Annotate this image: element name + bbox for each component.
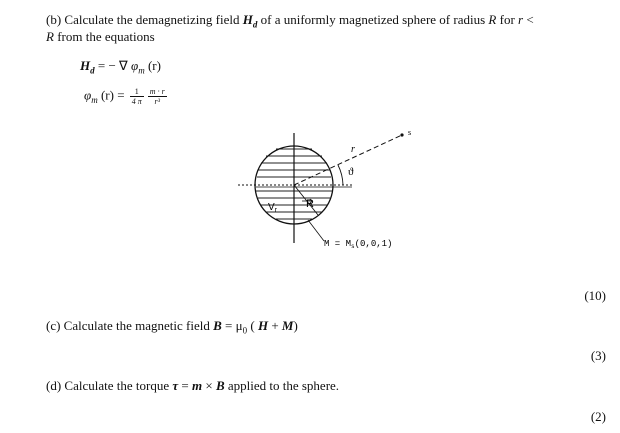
part-c — [46, 318, 298, 336]
b-symbol-d: B — [215, 378, 225, 393]
moment-symbol: m — [191, 378, 203, 393]
frac1-num: 1 — [130, 87, 144, 97]
label-R: R — [306, 198, 314, 210]
theta-arc — [338, 165, 343, 185]
part-b-from-eq: from the equations — [53, 29, 155, 44]
mu-subscript: 0 — [242, 325, 248, 336]
eq2-phi-sub: m — [91, 95, 98, 106]
fraction-1-over-4pi — [130, 87, 144, 106]
part-d-intro: (d) Calculate the torque — [46, 378, 173, 393]
radius-symbol-2: R — [46, 29, 54, 44]
radius-symbol: R — [488, 12, 497, 27]
equation-1 — [80, 58, 161, 76]
part-b-line-1 — [46, 12, 534, 30]
label-M: $M = M_s(0,0,1)$ — [324, 239, 393, 250]
m-symbol: M — [281, 318, 294, 333]
r-symbol: r — [518, 12, 524, 27]
sphere-diagram — [230, 125, 420, 255]
h-symbol: H — [257, 318, 269, 333]
eq1-phi: φ — [130, 58, 139, 73]
part-b-intro: (b) Calculate the demagnetizing field — [46, 12, 243, 27]
tau-symbol: τ — [172, 378, 179, 393]
cross-symbol: × — [202, 378, 216, 393]
less-than: < — [523, 12, 534, 27]
b-symbol: B — [213, 318, 222, 333]
frac1-den: 4 π — [131, 97, 142, 106]
eq2-phi: φ — [84, 87, 92, 103]
eq2-arg: (r) = — [97, 87, 128, 103]
eq1-phi-sub: m — [138, 65, 145, 76]
eq1-lhs: H — [80, 58, 91, 73]
plus-sign: + — [268, 318, 282, 333]
eq1-lhs-sub: d — [90, 65, 95, 76]
label-r: r — [351, 144, 355, 155]
part-d — [46, 378, 339, 394]
hd-subscript: d — [252, 19, 258, 30]
marks-part-d: (2) — [590, 409, 606, 424]
label-theta: ϑ — [348, 166, 354, 178]
marks-part-b: (10) — [584, 288, 606, 303]
part-d-rest: applied to the sphere. — [224, 378, 340, 393]
label-vr: $V_r$ — [268, 202, 278, 214]
frac2-den: r³ — [154, 97, 160, 106]
label-s: s — [408, 128, 412, 137]
part-c-paren: ( — [247, 318, 258, 333]
hd-symbol: H — [242, 12, 253, 27]
part-b-for: for — [496, 12, 519, 27]
part-c-eq: = μ — [221, 318, 243, 333]
m-leader-line — [308, 220, 324, 241]
part-d-eq: = — [178, 378, 192, 393]
frac2-num: m · r — [149, 87, 165, 96]
marks-part-c: (3) — [590, 348, 606, 363]
equation-2 — [84, 87, 169, 106]
observation-point — [400, 133, 403, 136]
part-b-mid: of a uniformly magnetized sphere of radius — [257, 12, 489, 27]
eq1-arg: (r) — [144, 58, 161, 73]
part-b-line-2 — [46, 29, 155, 45]
part-c-intro: (c) Calculate the magnetic field — [46, 318, 214, 333]
part-c-close-paren: ) — [293, 318, 298, 333]
eq1-rhs: = − ∇ — [94, 58, 131, 73]
fraction-m-dot-r — [148, 87, 167, 106]
